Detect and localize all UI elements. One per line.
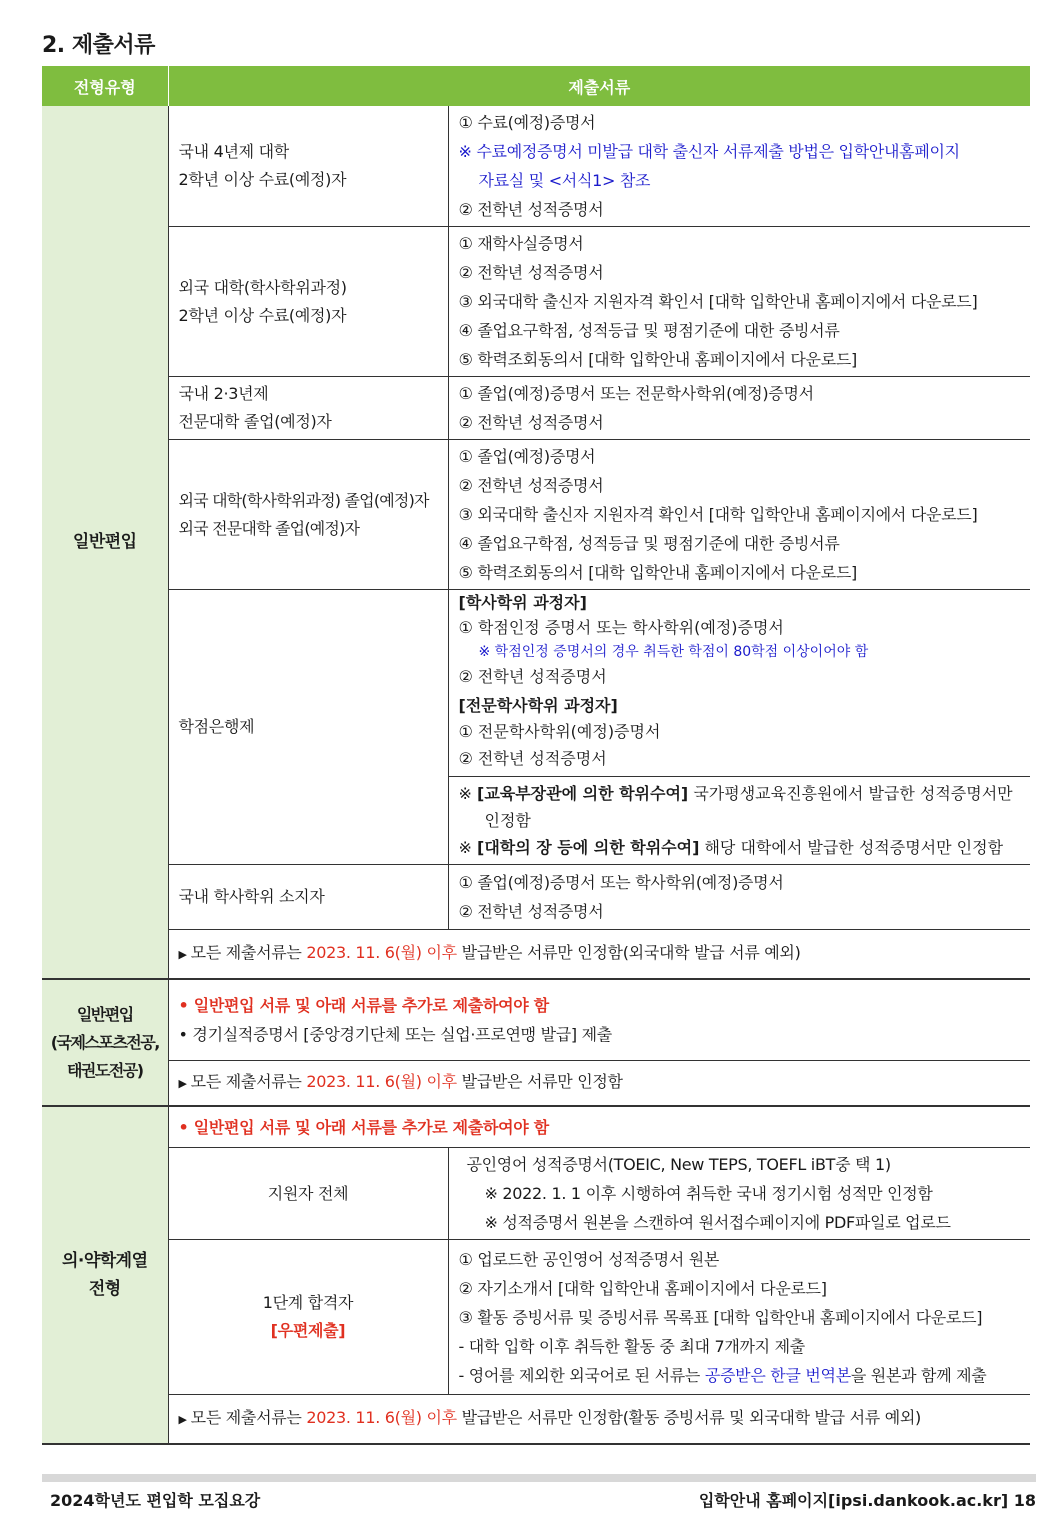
doc-line-emphasis: • 일반편입 서류 및 아래 서류를 추가로 제출하여야 함	[178, 1117, 549, 1137]
triangle-bullet-icon: ▶	[178, 948, 187, 961]
triangle-bullet-icon: ▶	[178, 1077, 187, 1090]
note-text: 모든 제출서류는	[190, 943, 307, 962]
doc-line: ① 재학사실증명서	[458, 234, 584, 253]
table-row	[42, 979, 1030, 1061]
note-text: 발급받은 서류만 인정함(활동 증빙서류 및 외국대학 발급 서류 예외)	[456, 1408, 921, 1427]
table-row	[42, 590, 1030, 865]
remark-line	[459, 834, 1027, 861]
general-note	[168, 930, 1030, 980]
subtype-cell	[168, 1240, 448, 1395]
category-line: 일반편입	[76, 1004, 133, 1024]
subtype-line: 외국 전문대학 졸업(예정)자	[178, 518, 360, 538]
subtype-cell	[168, 377, 448, 440]
footer-divider	[42, 1474, 1036, 1482]
docs-cell	[448, 1240, 1030, 1395]
medical-intro	[168, 1106, 1030, 1148]
footer-page-info: 입학안내 홈페이지[ipsi.dankook.ac.kr] 18	[698, 1491, 1036, 1510]
doc-line: • 경기실적증명서 [중앙경기단체 또는 실업·프로연맹 발급] 제출	[178, 1025, 612, 1044]
table-row	[42, 227, 1030, 377]
category-general: 일반편입	[42, 106, 168, 979]
table-row	[42, 1148, 1030, 1240]
doc-line: ④ 졸업요구학점, 성적등급 및 평점기준에 대한 증빙서류	[458, 321, 840, 340]
category-line: 전형	[88, 1279, 121, 1299]
header-type: 전형유형	[42, 66, 168, 106]
doc-line: ⑤ 학력조회동의서 [대학 입학안내 홈페이지에서 다운로드]	[458, 563, 857, 582]
medical-note	[168, 1395, 1030, 1445]
subtype-cell	[168, 440, 448, 590]
table-row	[42, 106, 1030, 227]
doc-note-line: ※ 학점인정 증명서의 경우 취득한 학점이 80학점 이상이어야 함	[478, 644, 869, 660]
section-title: 2. 제출서류	[42, 33, 155, 58]
bachelor-heading: [학사학위 과정자]	[458, 593, 587, 612]
remark-bold: [대학의 장 등에 의한 학위수여]	[477, 838, 700, 857]
doc-text: 을 원본과 함께 제출	[850, 1365, 987, 1385]
credit-bank-remarks	[449, 777, 1031, 864]
remark-text: 인정함	[484, 811, 531, 830]
doc-line: ① 졸업(예정)증명서	[458, 447, 596, 466]
subtype-line: 2학년 이상 수료(예정)자	[178, 305, 347, 325]
credit-bank-docs	[449, 590, 1031, 777]
subtype-cell	[168, 106, 448, 227]
doc-line: ② 전학년 성적증명서	[458, 200, 604, 219]
triangle-bullet-icon: ▶	[178, 1413, 187, 1426]
doc-note-line: ※ 수료예정증명서 미발급 대학 출신자 서류제출 방법은 입학안내홈페이지	[458, 142, 960, 161]
subtype-line: 국내 학사학위 소지자	[178, 887, 325, 906]
note-date: 2023. 11. 6(월) 이후	[306, 1072, 457, 1091]
doc-line: ⑤ 학력조회동의서 [대학 입학안내 홈페이지에서 다운로드]	[458, 350, 857, 369]
doc-line: ③ 활동 증빙서류 및 증빙서류 목록표 [대학 입학안내 홈페이지에서 다운로드]	[458, 1307, 983, 1327]
doc-line: ② 자기소개서 [대학 입학안내 홈페이지에서 다운로드]	[458, 1278, 827, 1298]
doc-line: ① 업로드한 공인영어 성적증명서 원본	[458, 1249, 720, 1269]
subtype-line: 학점은행제	[178, 717, 255, 736]
remark-mark: ※	[458, 784, 472, 803]
docs-cell	[448, 590, 1030, 865]
subtype-cell	[168, 1148, 448, 1240]
doc-line: ② 전학년 성적증명서	[458, 263, 604, 282]
sports-note	[168, 1061, 1030, 1107]
category-line: 의·약학계열	[61, 1251, 148, 1271]
subtype-line: 2학년 이상 수료(예정)자	[178, 170, 347, 189]
doc-line: - 대학 입학 이후 취득한 활동 중 최대 7개까지 제출	[458, 1336, 805, 1356]
docs-cell	[448, 440, 1030, 590]
remark-bold: [교육부장관에 의한 학위수여]	[477, 784, 689, 803]
doc-line-emphasis: • 일반편입 서류 및 아래 서류를 추가로 제출하여야 함	[178, 996, 549, 1015]
note-date: 2023. 11. 6(월) 이후	[306, 943, 457, 962]
doc-line: ② 전학년 성적증명서	[458, 749, 607, 768]
note-date: 2023. 11. 6(월) 이후	[306, 1408, 457, 1427]
subtype-cell	[168, 865, 448, 930]
docs-cell	[448, 106, 1030, 227]
doc-note-line: 자료실 및 <서식1> 참조	[478, 171, 651, 190]
remark-text: 국가평생교육진흥원에서 발급한 성적증명서만	[688, 784, 1013, 803]
doc-line: ② 전학년 성적증명서	[458, 902, 604, 921]
doc-text-highlight: 공증받은 한글 번역본	[704, 1365, 851, 1385]
doc-note-line: ※ 2022. 1. 1 이후 시행하여 취득한 국내 정기시험 성적만 인정함	[484, 1184, 933, 1203]
docs-cell	[448, 1148, 1030, 1240]
table-row	[42, 1106, 1030, 1148]
doc-line: ④ 졸업요구학점, 성적등급 및 평점기준에 대한 증빙서류	[458, 534, 840, 553]
doc-line: 공인영어 성적증명서(TOEIC, New TEPS, TOEFL iBT중 택 1)	[466, 1155, 891, 1174]
doc-line: ② 전학년 성적증명서	[458, 667, 607, 686]
doc-line: ① 졸업(예정)증명서 또는 학사학위(예정)증명서	[458, 873, 784, 892]
subtype-line: 국내 4년제 대학	[178, 142, 289, 161]
subtype-cell	[168, 227, 448, 377]
doc-line: ① 전문학사학위(예정)증명서	[458, 722, 661, 741]
docs-cell	[448, 865, 1030, 930]
docs-cell	[448, 377, 1030, 440]
table-header	[42, 66, 1030, 106]
remark-mark: ※	[458, 838, 472, 857]
doc-line: ③ 외국대학 출신자 지원자격 확인서 [대학 입학안내 홈페이지에서 다운로드]	[458, 505, 978, 524]
doc-text: - 영어를 제외한 외국어로 된 서류는	[458, 1365, 705, 1385]
subtype-line: 외국 대학(학사학위과정)	[178, 277, 347, 297]
table-row	[42, 377, 1030, 440]
table-row	[42, 865, 1030, 930]
footer-title: 2024학년도 편입학 모집요강	[50, 1491, 261, 1510]
table-row	[42, 930, 1030, 980]
table-row	[42, 1395, 1030, 1445]
subtype-line: 국내 2·3년제	[178, 384, 269, 403]
doc-line: ② 전학년 성적증명서	[458, 476, 604, 495]
note-text: 모든 제출서류는	[190, 1072, 307, 1091]
doc-line: ① 졸업(예정)증명서 또는 전문학사학위(예정)증명서	[458, 384, 814, 403]
category-sports	[42, 979, 168, 1106]
doc-line: ③ 외국대학 출신자 지원자격 확인서 [대학 입학안내 홈페이지에서 다운로드]	[458, 292, 978, 311]
note-text: 발급받은 서류만 인정함	[456, 1072, 623, 1091]
remark-line	[459, 780, 1027, 807]
subtype-line: 전문대학 졸업(예정)자	[178, 412, 332, 431]
doc-line: ① 학점인정 증명서 또는 학사학위(예정)증명서	[458, 618, 784, 637]
documents-table	[42, 66, 1030, 1445]
category-line: 태권도전공)	[66, 1060, 143, 1080]
note-text: 발급받은 서류만 인정함(외국대학 발급 서류 예외)	[456, 943, 801, 962]
doc-line: ② 전학년 성적증명서	[458, 413, 604, 432]
doc-line: ① 수료(예정)증명서	[458, 113, 596, 132]
table-row	[42, 440, 1030, 590]
header-docs: 제출서류	[168, 66, 1030, 106]
note-text: 모든 제출서류는	[190, 1408, 307, 1427]
subtype-line: 지원자 전체	[267, 1183, 349, 1203]
remark-text: 해당 대학에서 발급한 성적증명서만 인정함	[699, 838, 1004, 857]
table-row	[42, 1061, 1030, 1107]
sports-docs	[168, 979, 1030, 1061]
subtype-cell	[168, 590, 448, 865]
category-medical	[42, 1106, 168, 1444]
doc-note-line: ※ 성적증명서 원본을 스캔하여 원서접수페이지에 PDF파일로 업로드	[484, 1213, 951, 1232]
associate-heading: [전문학사학위 과정자]	[458, 696, 618, 715]
category-line: (국제스포츠전공,	[50, 1032, 159, 1052]
doc-line	[459, 1361, 1027, 1390]
table-row	[42, 1240, 1030, 1395]
subtype-line: 1단계 합격자	[262, 1293, 354, 1312]
docs-cell	[448, 227, 1030, 377]
subtype-postal-label: [우편제출]	[270, 1321, 346, 1340]
subtype-line: 외국 대학(학사학위과정) 졸업(예정)자	[178, 490, 429, 510]
